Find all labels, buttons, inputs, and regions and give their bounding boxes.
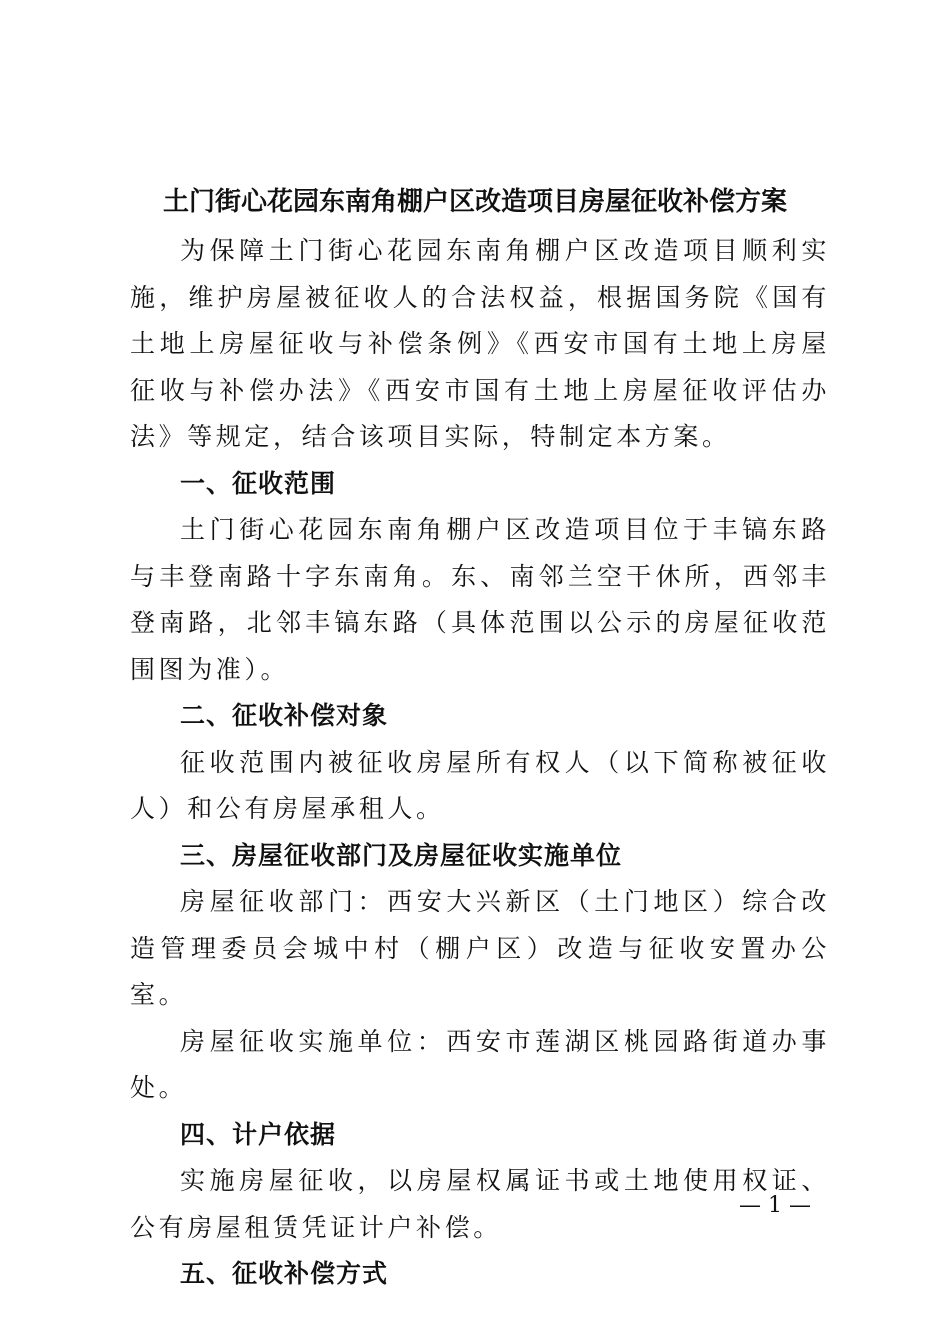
section-heading-scope: 一、征收范围: [180, 468, 337, 498]
section-heading-compensation-method: 五、征收补偿方式: [180, 1259, 389, 1288]
section-heading-departments: 三、房屋征收部门及房屋征收实施单位: [180, 840, 623, 870]
section-heading-objects: 二、征收补偿对象: [180, 701, 389, 730]
section-paragraph-objects: 征收范围内被征收房屋所有权人（以下简称被征收人）和公有房屋承租人。: [130, 747, 830, 823]
document-body: [130, 228, 830, 1298]
intro-paragraph: 为保障土门街心花园东南角棚户区改造项目顺利实施，维护房屋被征收人的合法权益，根据国务院《国有土地上房屋征收与补偿条例》《西安市国有土地上房屋征收与补偿办法》《西安市国有土地上房屋征收评估办法》等规定，结合该项目实际，特制定本方案。: [130, 236, 830, 451]
page-number: — 1 —: [739, 1193, 811, 1218]
section-paragraph-implementing-unit: 房屋征收实施单位：西安市莲湖区桃园路街道办事处。: [130, 1026, 830, 1102]
section-paragraph-department: 房屋征收部门：西安大兴新区（土门地区）综合改造管理委员会城中村（棚户区）改造与征收安置办公室。: [130, 887, 830, 1009]
section-paragraph-household-basis: 实施房屋征收，以房屋权属证书或土地使用权证、公有房屋租赁凭证计户补偿。: [130, 1166, 830, 1242]
section-heading-household-basis: 四、计户依据: [180, 1119, 337, 1149]
document-title: 土门街心花园东南角棚户区改造项目房屋征收补偿方案: [162, 187, 787, 217]
section-paragraph-scope: 土门街心花园东南角棚户区改造项目位于丰镐东路与丰登南路十字东南角。东、南邻兰空干休所，西邻丰登南路，北邻丰镐东路（具体范围以公示的房屋征收范围图为准）。: [130, 515, 830, 684]
